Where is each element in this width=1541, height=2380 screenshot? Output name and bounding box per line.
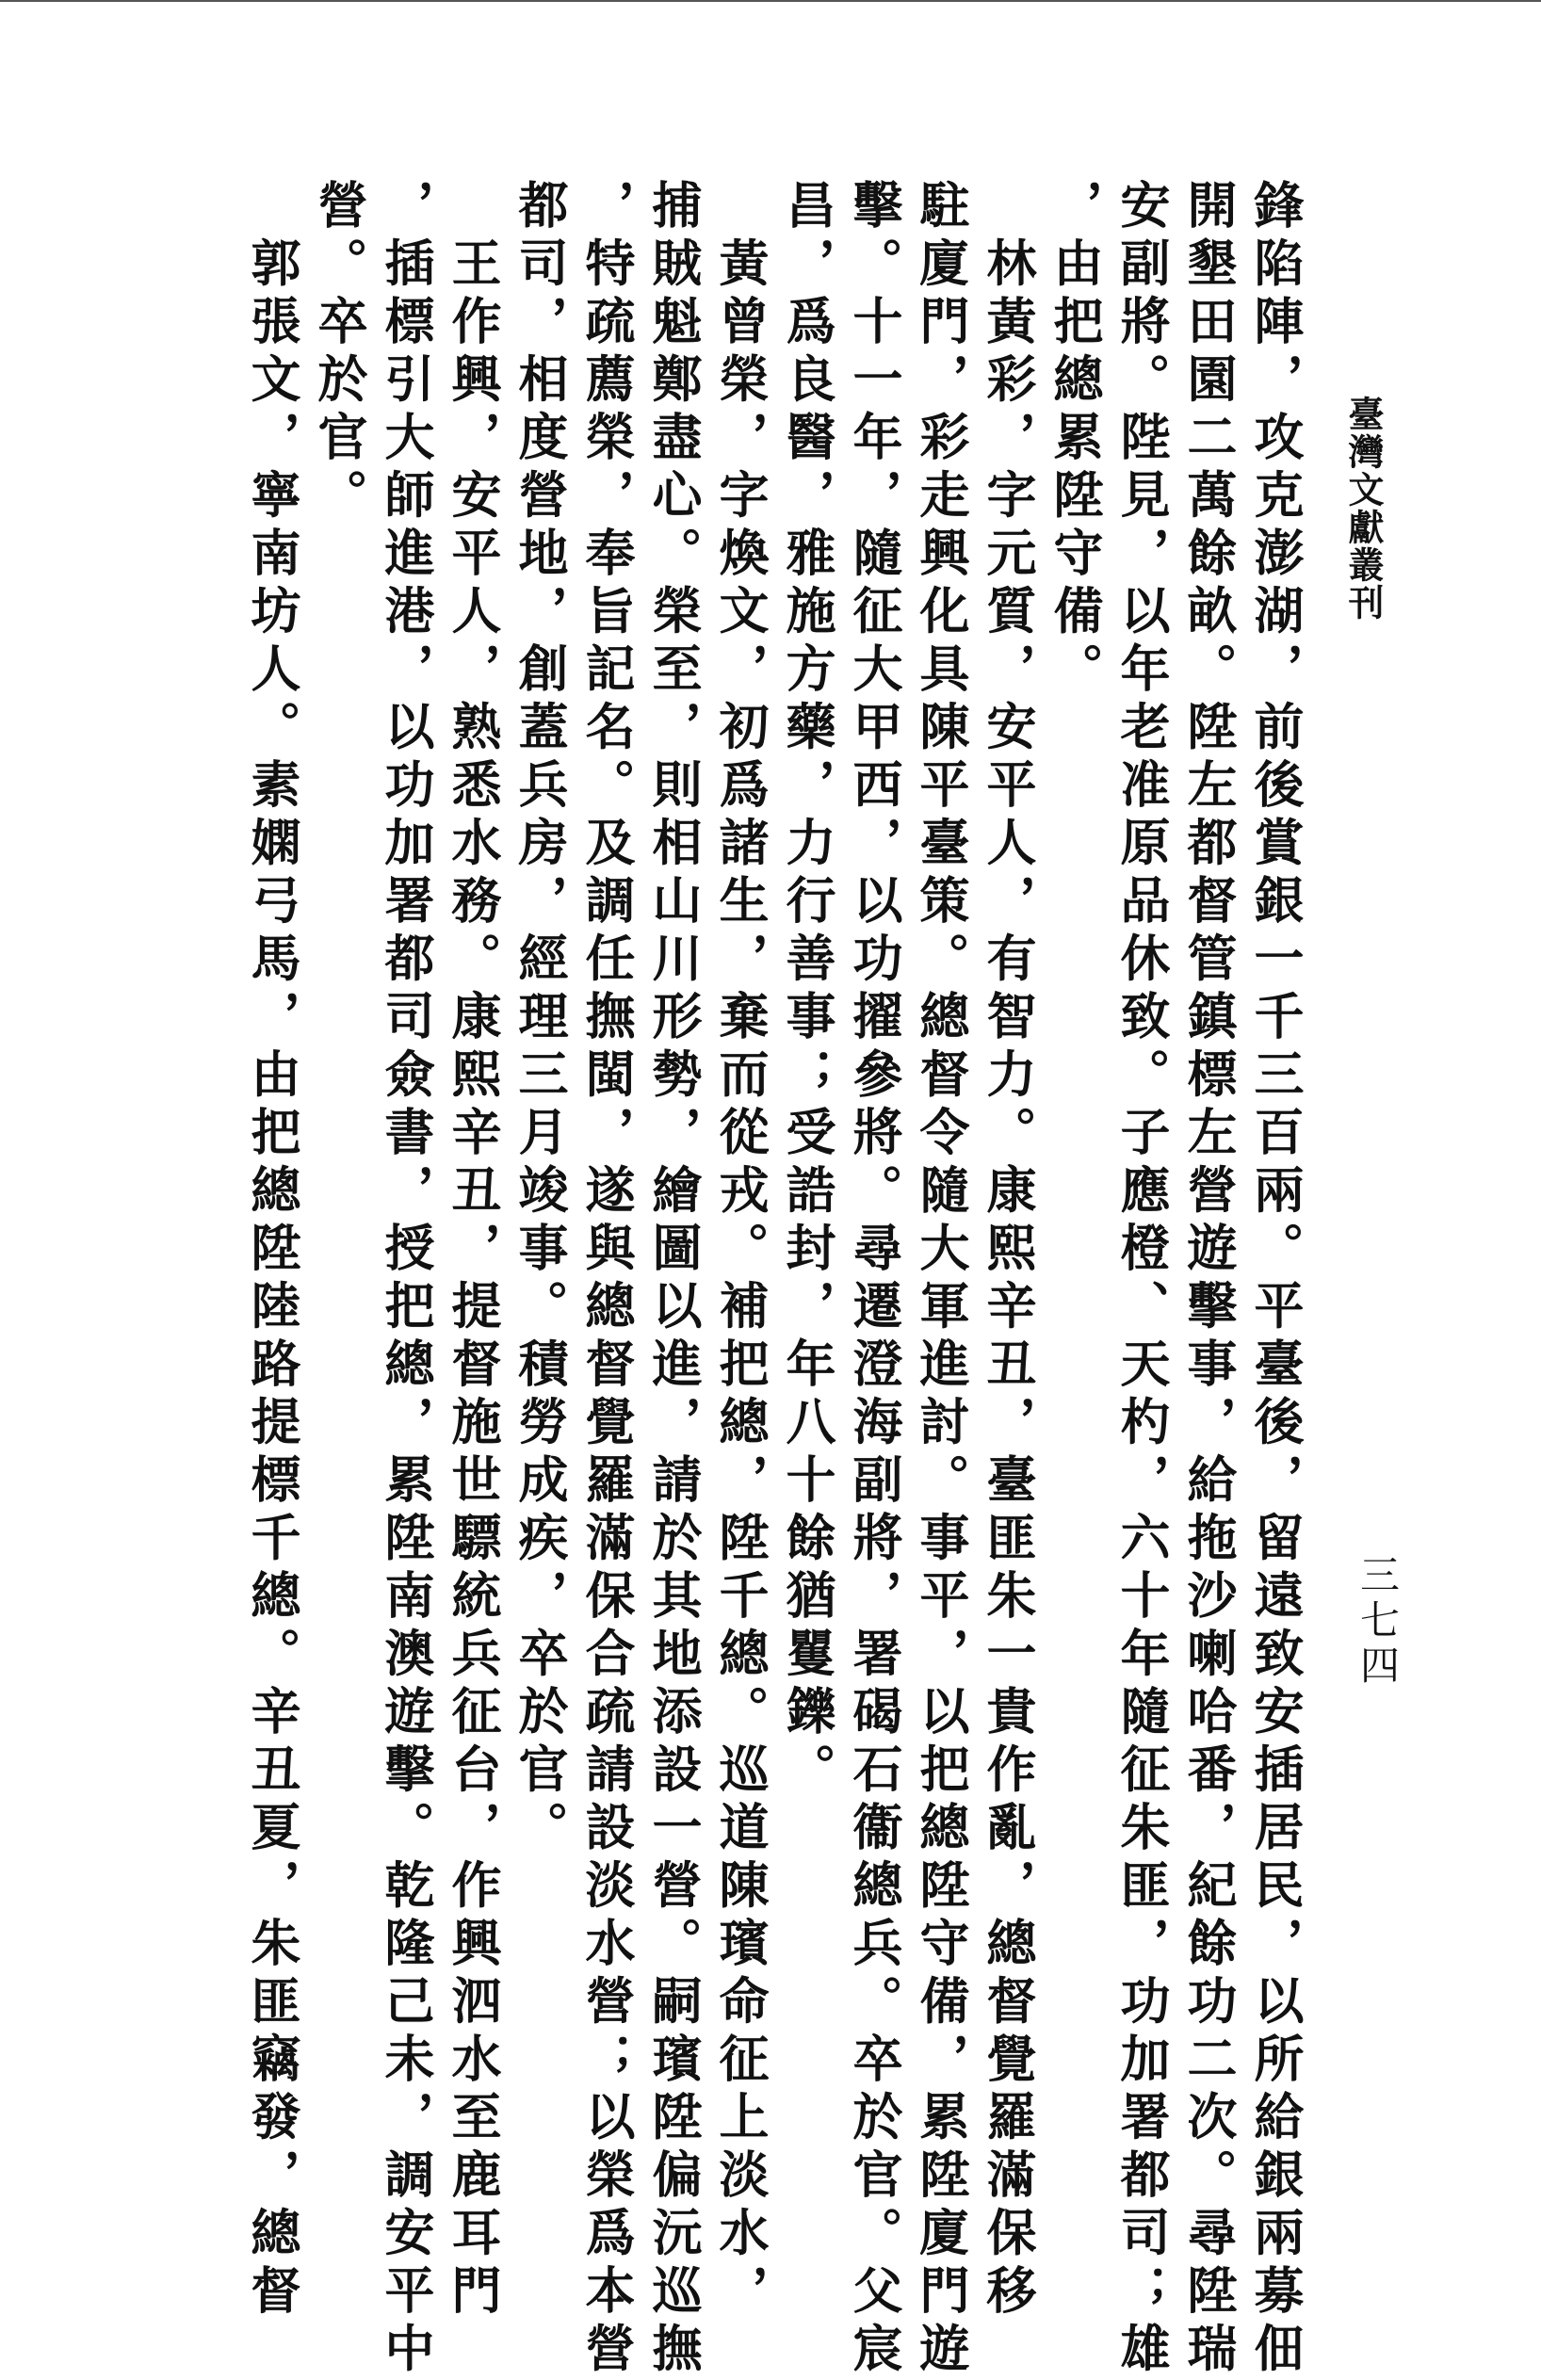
text-column-5: 林黃彩，字元質，安平人，有智力。康熙辛丑，臺匪朱一貴作亂，總督覺羅滿保移 — [979, 179, 1037, 2323]
text-column-1: 鋒陷陣，攻克澎湖，前後賞銀一千三百兩。平臺後，留遠致安插居民，以所給銀兩募佃 — [1246, 179, 1305, 2380]
running-header-title: 臺灣文獻叢刊 — [1342, 396, 1385, 622]
text-column-10: 捕賊魁鄭盡心。榮至，則相山川形勢，繪圖以進，請於其地添設一營。嗣璸陞偏沅巡撫 — [644, 179, 703, 2380]
text-column-15: 營。卒於官。 — [310, 179, 368, 526]
page-top-rule — [0, 0, 1541, 2]
text-column-7: 擊。十一年，隨征大甲西，以功擢參將。尋遷澄海副將，署碣石衞總兵。卒於官。父宸 — [845, 179, 903, 2380]
text-column-6: 駐廈門，彩走興化具陳平臺策。總督令隨大軍進討。事平，以把總陞守備，累陞廈門遊 — [912, 179, 970, 2380]
page-number: 三七四 — [1354, 1554, 1401, 1690]
text-column-13: 王作興，安平人，熟悉水務。康熙辛丑，提督施世驃統兵征台，作興泗水至鹿耳門 — [444, 179, 502, 2323]
text-column-12: 都司，相度營地，創蓋兵房，經理三月竣事。積勞成疾，卒於官。 — [511, 179, 569, 1859]
text-column-16: 郭張文，寧南坊人。素嫻弓馬，由把總陞陸路提標千總。辛丑夏，朱匪竊發，總督 — [243, 179, 301, 2323]
text-column-4: ，由把總累陞守備。 — [1046, 179, 1104, 701]
text-column-14: ，插標引大師進港，以功加署都司僉書，授把總，累陞南澳遊擊。乾隆己未，調安平中 — [377, 179, 435, 2380]
text-column-9: 黃曾榮，字煥文，初爲諸生，棄而從戎。補把總，陞千總。巡道陳璸命征上淡水， — [711, 179, 770, 2323]
text-column-8: 昌，爲良醫，雅施方藥，力行善事；受誥封，年八十餘猶矍鑠。 — [778, 179, 836, 1801]
text-column-11: ，特疏薦榮，奉旨記名。及調任撫閩，遂與總督覺羅滿保合疏請設淡水營；以榮爲本營 — [577, 179, 636, 2380]
text-column-3: 安副將。陛見，以年老准原品休致。子應橙、天杓，六十年隨征朱匪，功加署都司；雄 — [1112, 179, 1171, 2380]
text-column-2: 開墾田園二萬餘畝。陞左都督管鎮標左營遊擊事，給拖沙喇哈番，紀餘功二次。尋陞瑞 — [1179, 179, 1238, 2380]
